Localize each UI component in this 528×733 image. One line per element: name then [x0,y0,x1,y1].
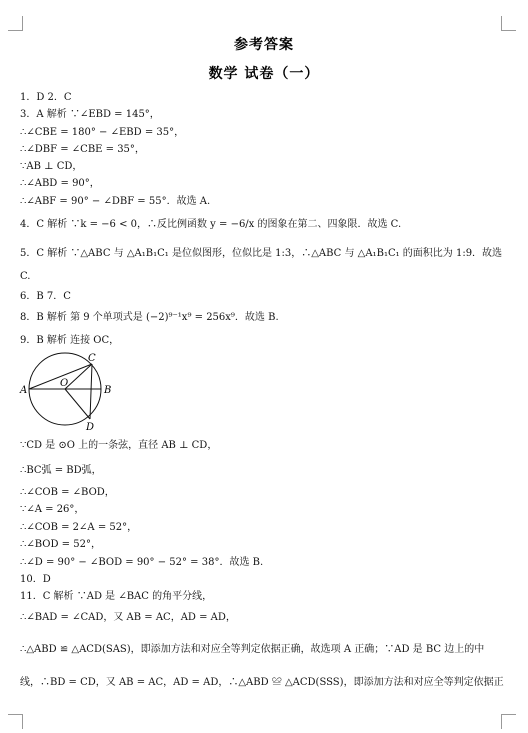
answer-line-20: ∴∠D = 90° − ∠BOD = 90° − 52° = 38°．故选 B. [20,557,264,568]
answer-line-19: ∴∠BOD = 52°， [20,539,101,550]
answer-line-21: 10．D [20,574,51,585]
answer-line-16: ∴∠COB = ∠BOD， [20,487,115,498]
answer-line-12: 8．B 解析 第 9 个单项式是 (−2)⁹⁻¹x⁹ = 256x⁹．故选 B. [20,312,279,323]
answer-line-25: 线，∴BD = CD，又 AB = AC，AD = AD，∴△ABD ≌ △ACD(SSS)，即添加方法和对应全等判定依据正 [20,677,504,688]
label-o: O [60,378,69,389]
crop-mark-bottom-left [8,714,23,729]
segment-od [65,389,90,419]
page-subtitle: 数学 试卷（一） [208,66,320,82]
answer-line-5: ∵AB ⊥ CD， [20,161,83,172]
answer-line-24: ∴△ABD ≌ △ACD(SAS)，即添加方法和对应全等判定依据正确，故选项 A 正确；∵AD 是 BC 边上的中 [20,644,485,655]
crop-mark-top-left [8,16,23,31]
answer-line-13: 9．B 解析 连接 OC， [20,335,120,346]
answer-line-9: 5．C 解析 ∵△ABC 与 △A₁B₁C₁ 是位似图形，位似比是 1:3，∴△ABC 与 △A₁B₁C₁ 的面积比为 1:9．故选 [20,248,503,259]
label-b: B [104,385,112,396]
answer-line-1: 1．D 2．C [20,92,72,103]
answer-line-23: ∴∠BAD = ∠CAD，又 AB = AC，AD = AD， [20,612,236,623]
label-c: C [88,353,96,364]
answer-line-17: ∵∠A = 26°， [20,504,85,515]
answer-line-2: 3．A 解析 ∵∠EBD = 145°， [20,109,160,120]
label-d: D [86,422,95,432]
answer-line-22: 11．C 解析 ∵AD 是 ∠BAC 的角平分线， [20,591,213,602]
circle-geometry-figure [18,350,118,432]
answer-line-7: ∴∠ABF = 90° − ∠DBF = 55°．故选 A. [20,196,211,207]
answer-line-6: ∴∠ABD = 90°， [20,178,100,189]
segment-oc [65,364,92,389]
answer-line-3: ∴∠CBE = 180° − ∠EBD = 35°， [20,127,185,138]
crop-mark-top-right [501,16,516,31]
answer-line-8: 4．C 解析 ∵k = −6 < 0，∴反比例函数 y = −6/x 的图象在第二、四象限．故选 C. [20,219,402,230]
answer-line-15: ∴BC弧 = BD弧， [20,465,102,476]
answer-line-10: C. [20,271,31,282]
page-title: 参考答案 [234,37,294,53]
label-a: A [20,385,28,396]
answer-line-18: ∴∠COB = 2∠A = 52°， [20,522,138,533]
answer-line-14: ∵CD 是 ⊙O 上的一条弦，直径 AB ⊥ CD， [20,440,218,451]
chord-cd [90,364,92,419]
answer-line-11: 6．B 7．C [20,291,71,302]
crop-mark-bottom-right [501,714,516,729]
answer-line-4: ∴∠DBF = ∠CBE = 35°， [20,144,145,155]
